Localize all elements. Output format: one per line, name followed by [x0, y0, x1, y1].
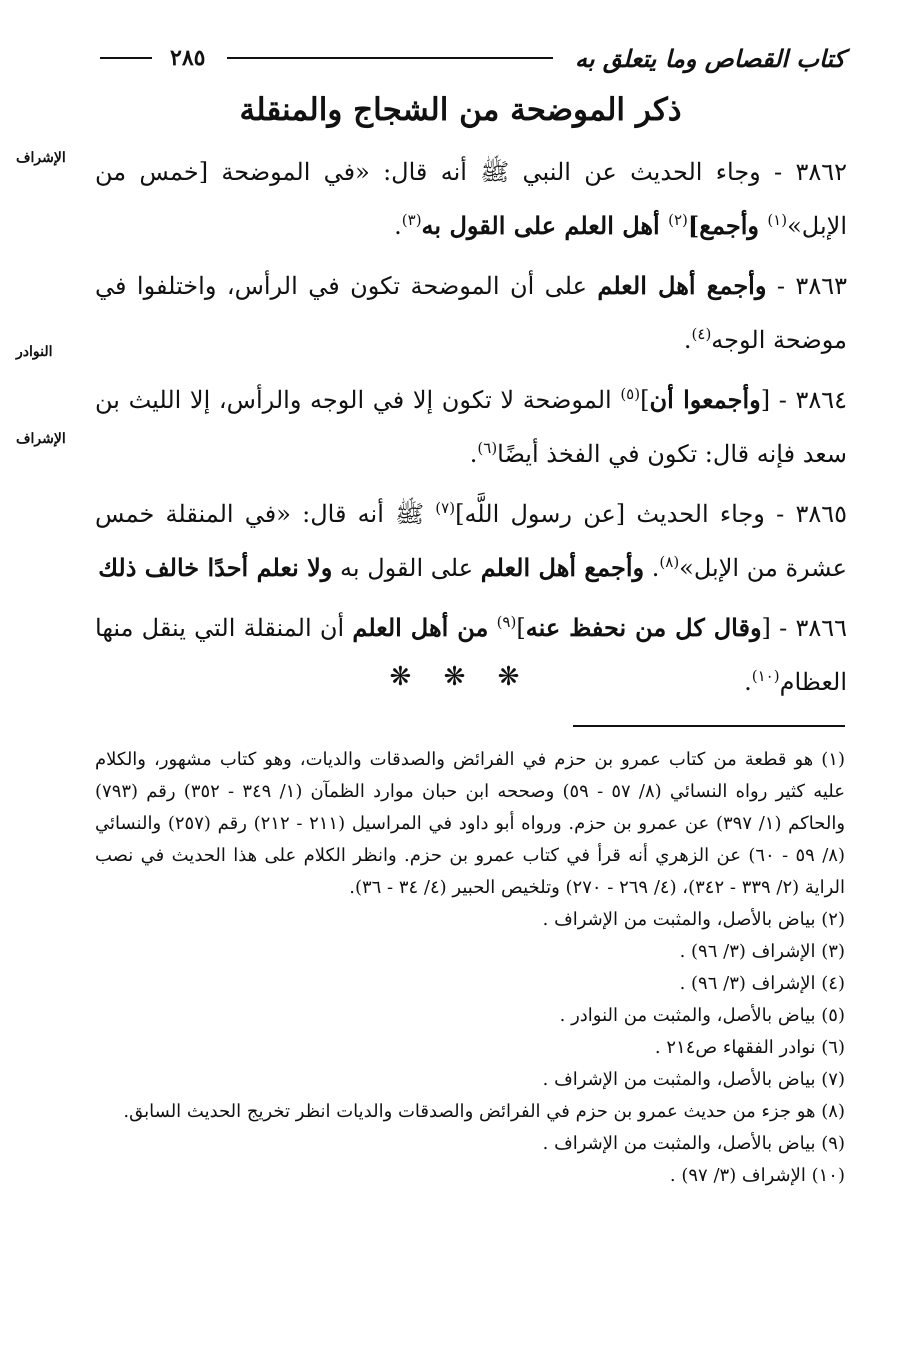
text-segment: ٣٨٦٣ - [766, 272, 847, 300]
margin-note-nawadir: النوادر [16, 344, 53, 360]
text-segment: ٣٨٦٤ - [ [760, 386, 848, 414]
text-segment: وأجمع أهل العلم [597, 271, 767, 300]
text-segment: ] [640, 386, 650, 414]
footnote-rule [573, 725, 845, 727]
text-segment: وأجمعوا أن [649, 385, 761, 414]
paragraph-3866 [95, 601, 847, 709]
text-segment: ٣٨٦٦ - [ [761, 614, 848, 642]
text-segment: ﷺ أنه قال: «في المنقلة خمس عشرة من الإبل» [95, 500, 847, 582]
footnote-ref: (٦) [477, 439, 498, 457]
header-rule-short [100, 57, 152, 59]
section-title: ذكر الموضحة من الشجاج والمنقلة [239, 92, 682, 128]
footnote-7: (٧) بياض بالأصل، والمثبت من الإشراف . [542, 1069, 845, 1090]
text-segment: . [683, 326, 692, 354]
margin-note-ishraf-1: الإشراف [16, 150, 66, 166]
paragraph-3865 [95, 487, 847, 595]
text-segment: أهل العلم على القول به [421, 211, 669, 240]
footnotes [95, 744, 845, 1192]
paragraph-3864 [95, 373, 847, 481]
text-segment: من أهل العلم [352, 613, 489, 642]
main-text [95, 145, 847, 715]
footnote-5: (٥) بياض بالأصل، والمثبت من النوادر . [559, 1005, 845, 1026]
text-segment: الموضحة لا تكون إلا في الوجه والرأس، إلا الليث بن سعد فإنه قال: تكون في الفخذ أيضًا [95, 386, 847, 468]
text-segment [488, 614, 496, 642]
footnote-ref: (٢) [668, 211, 688, 229]
text-segment: على القول به [332, 554, 481, 582]
text-segment: . [394, 212, 402, 240]
footnote-3: (٣) الإشراف (٣/ ٩٦) . [679, 941, 845, 962]
text-segment: على أن الموضحة تكون في الرأس، واختلفوا في موضحة الوجه [95, 272, 847, 354]
page-number: ٢٨٥ [170, 45, 206, 71]
header-rule [227, 57, 553, 59]
footnote-ref: (١) [767, 211, 788, 229]
text-segment: . [744, 668, 752, 696]
text-segment: وأجمع] [687, 211, 768, 240]
footnote-1: (١) هو قطعة من كتاب عمرو بن حزم في الفرائض والصدقات والديات، وهو كتاب مشهور، والكلام عليه كثير رواه النسائي (٨/ ٥٧ - ٥٩) وصححه ابن حبان موارد الظمآن (١/ ٣٤٩ - ٣٥٢) رقم (٧٩٣) والحاكم (١/ ٣٩٧) عن عمرو بن حزم. ورواه أبو داود في المراسيل (٢١١ - ٢١٢) رقم (٢٥٧) والنسائي (٨/ ٥٩ - ٦٠) عن الزهري أنه قرأ في كتاب عمرو بن حزم. وانظر الكلام على هذا الحديث في نصب الراية (٢/ ٣٣٩ - ٣٤٢)، (٤/ ٢٦٩ - ٢٧٠) وتلخيص الحبير (٤/ ٣٤ - ٣٦). [95, 749, 846, 898]
footnote-8: (٨) هو جزء من حديث عمرو بن حزم في الفرائض والصدقات والديات انظر تخريج الحديث السابق. [123, 1101, 845, 1122]
text-segment: أن المنقلة التي ينقل منها العظام [95, 614, 847, 696]
footnote-4: (٤) الإشراف (٣/ ٩٦) . [679, 973, 845, 994]
text-segment: وقال كل من نحفظ عنه [525, 613, 762, 642]
footnote-9: (٩) بياض بالأصل، والمثبت من الإشراف . [542, 1133, 845, 1154]
text-segment: وأجمع أهل العلم [480, 553, 645, 582]
running-header [100, 38, 845, 78]
text-segment: ٣٨٦٥ - وجاء الحديث [عن رسول اللَّه] [455, 500, 847, 528]
footnote-10: (١٠) الإشراف (٣/ ٩٧) . [669, 1165, 845, 1186]
footnote-ref: (٤) [691, 325, 712, 343]
footnote-ref: (٨) [659, 553, 680, 571]
text-segment: . [469, 440, 478, 468]
footnote-ref: (١٠) [751, 667, 780, 685]
margin-note-ishraf-2: الإشراف [16, 431, 66, 447]
footnote-2: (٢) بياض بالأصل، والمثبت من الإشراف . [542, 909, 845, 930]
text-segment: ٣٨٦٢ - وجاء الحديث عن النبي ﷺ أنه قال: «في الموضحة [خمس من الإبل» [95, 158, 847, 240]
footnote-ref: (٩) [496, 613, 517, 631]
footnote-ref: (٧) [435, 499, 456, 517]
footnote-6: (٦) نوادر الفقهاء ص٢١٤ . [654, 1037, 845, 1058]
paragraph-3863 [95, 259, 847, 367]
text-segment: . [644, 554, 660, 582]
paragraph-3862 [95, 145, 847, 253]
section-divider: ❋ ❋ ❋ [389, 662, 532, 692]
running-title: كتاب القصاص وما يتعلق به [574, 43, 845, 73]
footnote-ref: (٣) [401, 211, 422, 229]
text-segment: ولا نعلم أحدًا خالف ذلك [98, 553, 333, 582]
footnote-ref: (٥) [620, 385, 641, 403]
text-segment: ] [516, 614, 526, 642]
